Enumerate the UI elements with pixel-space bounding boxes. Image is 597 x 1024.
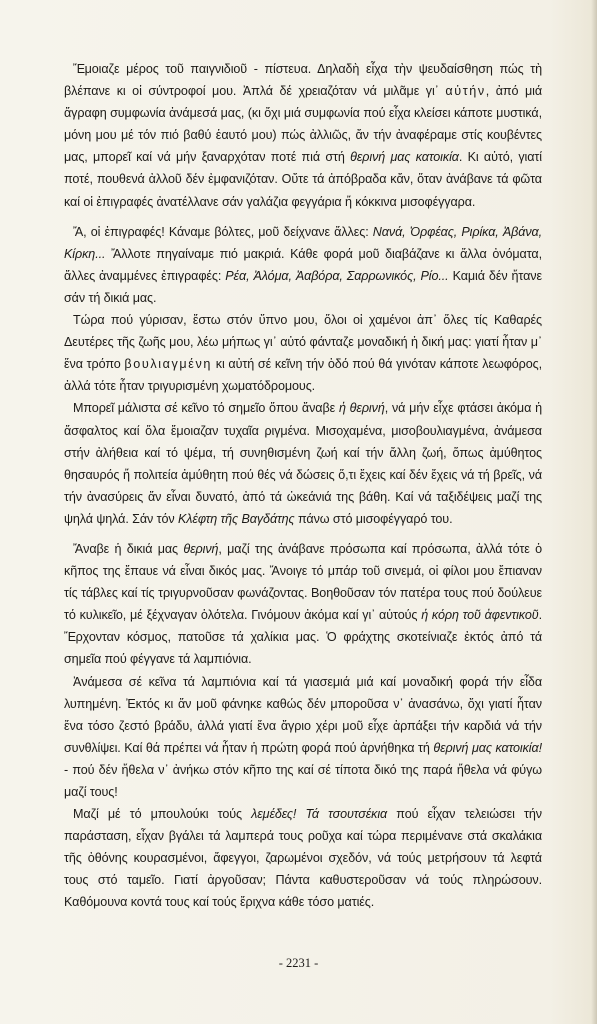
text-run: , νά μήν εἶχε φτάσει ἀκόμα ἡ ἄσφαλτος καί ὅλα ἔμοιαζαν τυχαῖα ριγμένα. Μισοχαμένα, μισοβουλιαγμένα, ἀνάμεσα στήν ἀλήθεια καί τό ψέμα, τή συνηθισμένη ζωή καί τήν ἄλλη ζωή, ὅπως ἀμύθητος θησαυρός ἤ πολιτεία ἀμύθητη πού θές νά δώσεις ὅ,τι ἔχεις καί δέν ἔχεις νά τή βρεῖς, νά τήν ἀνασύρεις ἄν εἶναι δυνατό, ἀπό τά ὠκεάνιά της βάθη. Καί νά ταξιδέψεις μαζί της ψηλά ψηλά. Σάν τόν bbox=[64, 401, 542, 526]
text-run: Ἄναβε ἡ δικιά μας bbox=[73, 541, 184, 556]
text-run: - πού δέν ἤθελα ν᾽ ἀνήκω στόν κῆπο της καί σέ τίποτα δικό της παρά ἤθελα νά φύγω μαζί τους! bbox=[64, 762, 542, 799]
text-run: Ἄλλοτε πηγαίναμε πιό μακριά. Κάθε φορά μοῦ διαβάζανε κι ἄλλα ὀνόματα, ἄλλες ἀναμμένες ἐπιγραφές: bbox=[64, 246, 542, 283]
paragraph bbox=[64, 397, 542, 530]
text-run: πάνω στό μισοφέγγαρό του. bbox=[294, 511, 453, 526]
text-run: Ἔμοιαζε μέρος τοῦ παιγνιδιοῦ - πίστευα. Δηλαδὴ εἶχα τὴν ψευδαίσθηση πώς τὴ βλέπανε κι οἱ σύντροφοί μου. Ἀπλά δέ χρειαζόταν νά μιλᾶμε γι᾽ bbox=[64, 62, 542, 99]
text-run: . Κι αὐτό, γιατί ποτέ, πουθενά ἀλλοῦ δέν ἐμφανιζόταν. Οὔτε τά ἀπόβραδα κἄν, ὅταν ἀνάβανε τά φῶτα καί οἱ ἐπιγραφές ἀνατέλλανε σάν γαλάζια φεγγάρια ἤ κόκκινα μισοφέγγαρα. bbox=[64, 150, 542, 209]
paragraph bbox=[64, 58, 542, 213]
paragraph bbox=[64, 221, 542, 309]
italic-text: Ρέα, Ἀλόμα, Ἀαβόρα, Σαρρωνικός, Ρίο... bbox=[225, 268, 449, 283]
italic-text: θερινή μας κατοικία! bbox=[433, 740, 542, 755]
paragraph bbox=[64, 803, 542, 913]
spaced-text: βουλιαγμένη bbox=[124, 357, 212, 372]
text-run: πού εἶχαν τελειώσει τήν παράσταση, εἶχαν βγάλει τά λαμπερά τους ροῦχα καί τώρα περιμένανε στά σκαλάκια τῆς ὀθόνης κουρασμένοι, ἄφεγγοι, ζαρωμένοι σχεδόν, νά τούς μετρήσουν τά λεφτά τους στό ταμεῖο. Γιατί ἀργοῦσαν; Πάντα καθυστεροῦσαν νά τούς πληρώσουν. Καθόμουνα κοντά τους καί τούς ἔριχνα κάθε τόσο ματιές. bbox=[64, 807, 542, 910]
text-run: Καμιά δέν ἤτανε σάν τή δικιά μας. bbox=[64, 268, 542, 305]
spaced-text: αὐτήν bbox=[445, 84, 486, 99]
page-edge-shadow bbox=[591, 0, 597, 1024]
text-run: κι αὐτή σέ κεῖνη τήν ὁδό πού θά γινόταν κάποτε λεωφόρος, ἀλλά τότε ἦταν τριγυρισμένη χωματόδρομους. bbox=[64, 357, 543, 394]
text-run: Ἄ, οἱ ἐπιγραφές! Κάναμε βόλτες, μοῦ δείχνανε ἄλλες: bbox=[73, 224, 373, 239]
italic-text: θερινή μας κατοικία bbox=[350, 150, 459, 165]
italic-text: Νανά, Ὀρφέας, Ριρίκα, Ἀβάνα, Κίρκη... bbox=[64, 224, 543, 261]
italic-text: θερινή bbox=[183, 541, 219, 556]
paragraph bbox=[64, 671, 542, 804]
italic-text: ἡ κόρη τοῦ ἀφεντικοῦ bbox=[421, 608, 539, 623]
text-run: , ἀπό μιά ἄγραφη συμφωνία ἀνάμεσά μας, (κι ὄχι μιά συμφωνία πού εἶχα κλείσει κάποτε μυστικά, μόνη μου μέ τόν πιό βαθύ ἑαυτό μου) πώς ἀλλιῶς, ἄν τήν ἀναφέραμε στίς κουβέντες μας, μπορεῖ καί νά μήν ξαναρχόταν ποτέ πιά στή bbox=[64, 84, 542, 165]
italic-text: λεμέδες! Τά τσουτσέκια bbox=[251, 807, 388, 822]
page-number: - 2231 - bbox=[278, 956, 319, 970]
body-text bbox=[64, 58, 542, 914]
text-run: Τώρα πού γύρισαν, ἔστω στόν ὕπνο μου, ὅλοι οἱ χαμένοι ἀπ᾽ ὅλες τίς Καθαρές Δευτέρες τῆς ζωῆς μου, λέω μήπως γι᾽ αὐτό φάνταζε μοναδική ἡ δική μας: γιατί ἦταν μ᾽ ἕνα τρόπο bbox=[64, 313, 542, 372]
paragraph bbox=[64, 538, 542, 671]
text-run: Μαζί μέ τό μπουλούκι τούς bbox=[73, 807, 252, 822]
italic-text: Κλέφτη τῆς Βαγδάτης bbox=[177, 511, 295, 526]
text-run: , μαζί της ἀνάβανε πρόσωπα καί πρόσωπα, ἀλλά τότε ὁ κῆπος της ἔπαυε νά εἶναι δικός μας. Ἄνοιγε τό μπάρ τοῦ σινεμά, οἱ φίλοι μου ἔπιαναν τίς τάβλες καί τίς τριγυρνοῦσαν φωνάζοντας. Βοηθοῦσαν τόν πατέρα τους πού δούλευε τό κυλικεῖο, μέ ξέχναγαν ὁλότελα. Γινόμουν ἀκόμα καί γι᾽ αὐτούς bbox=[64, 541, 543, 623]
text-run: Μπορεῖ μάλιστα σέ κεῖνο τό σημεῖο ὅπου ἄναβε bbox=[73, 401, 339, 416]
italic-text: ἡ θερινή bbox=[338, 401, 385, 416]
text-run: . Ἔρχονταν κόσμος, πατοῦσε τά χαλίκια μας. Ὁ φράχτης σκοτείνιαζε ἐκτός ἀπό τά σημεῖα πού φέγγανε τά λαμπιόνια. bbox=[64, 608, 542, 667]
paragraph bbox=[64, 309, 542, 397]
text-run: Ἀνάμεσα σέ κεῖνα τά λαμπιόνια καί τά γιασεμιά μιά καί μοναδική φορά τήν εἶδα λυπημένη. Ἐκτός κι ἄν μοῦ φάνηκε καθώς δέν μποροῦσα ν᾽ ἀνασάνω, ὄχι γιατί ἦταν ἔνα τόσο ζεστό βράδυ, ἀλλά γιατί ἔνα ἄγριο χέρι μοῦ εἶχε ἁρπάξει τήν καρδιά νά τήν συνθλίψει. Καί θά πρέπει νά ἦταν ἡ πρώτη φορά πού ἀρνήθηκα τή bbox=[64, 674, 542, 755]
